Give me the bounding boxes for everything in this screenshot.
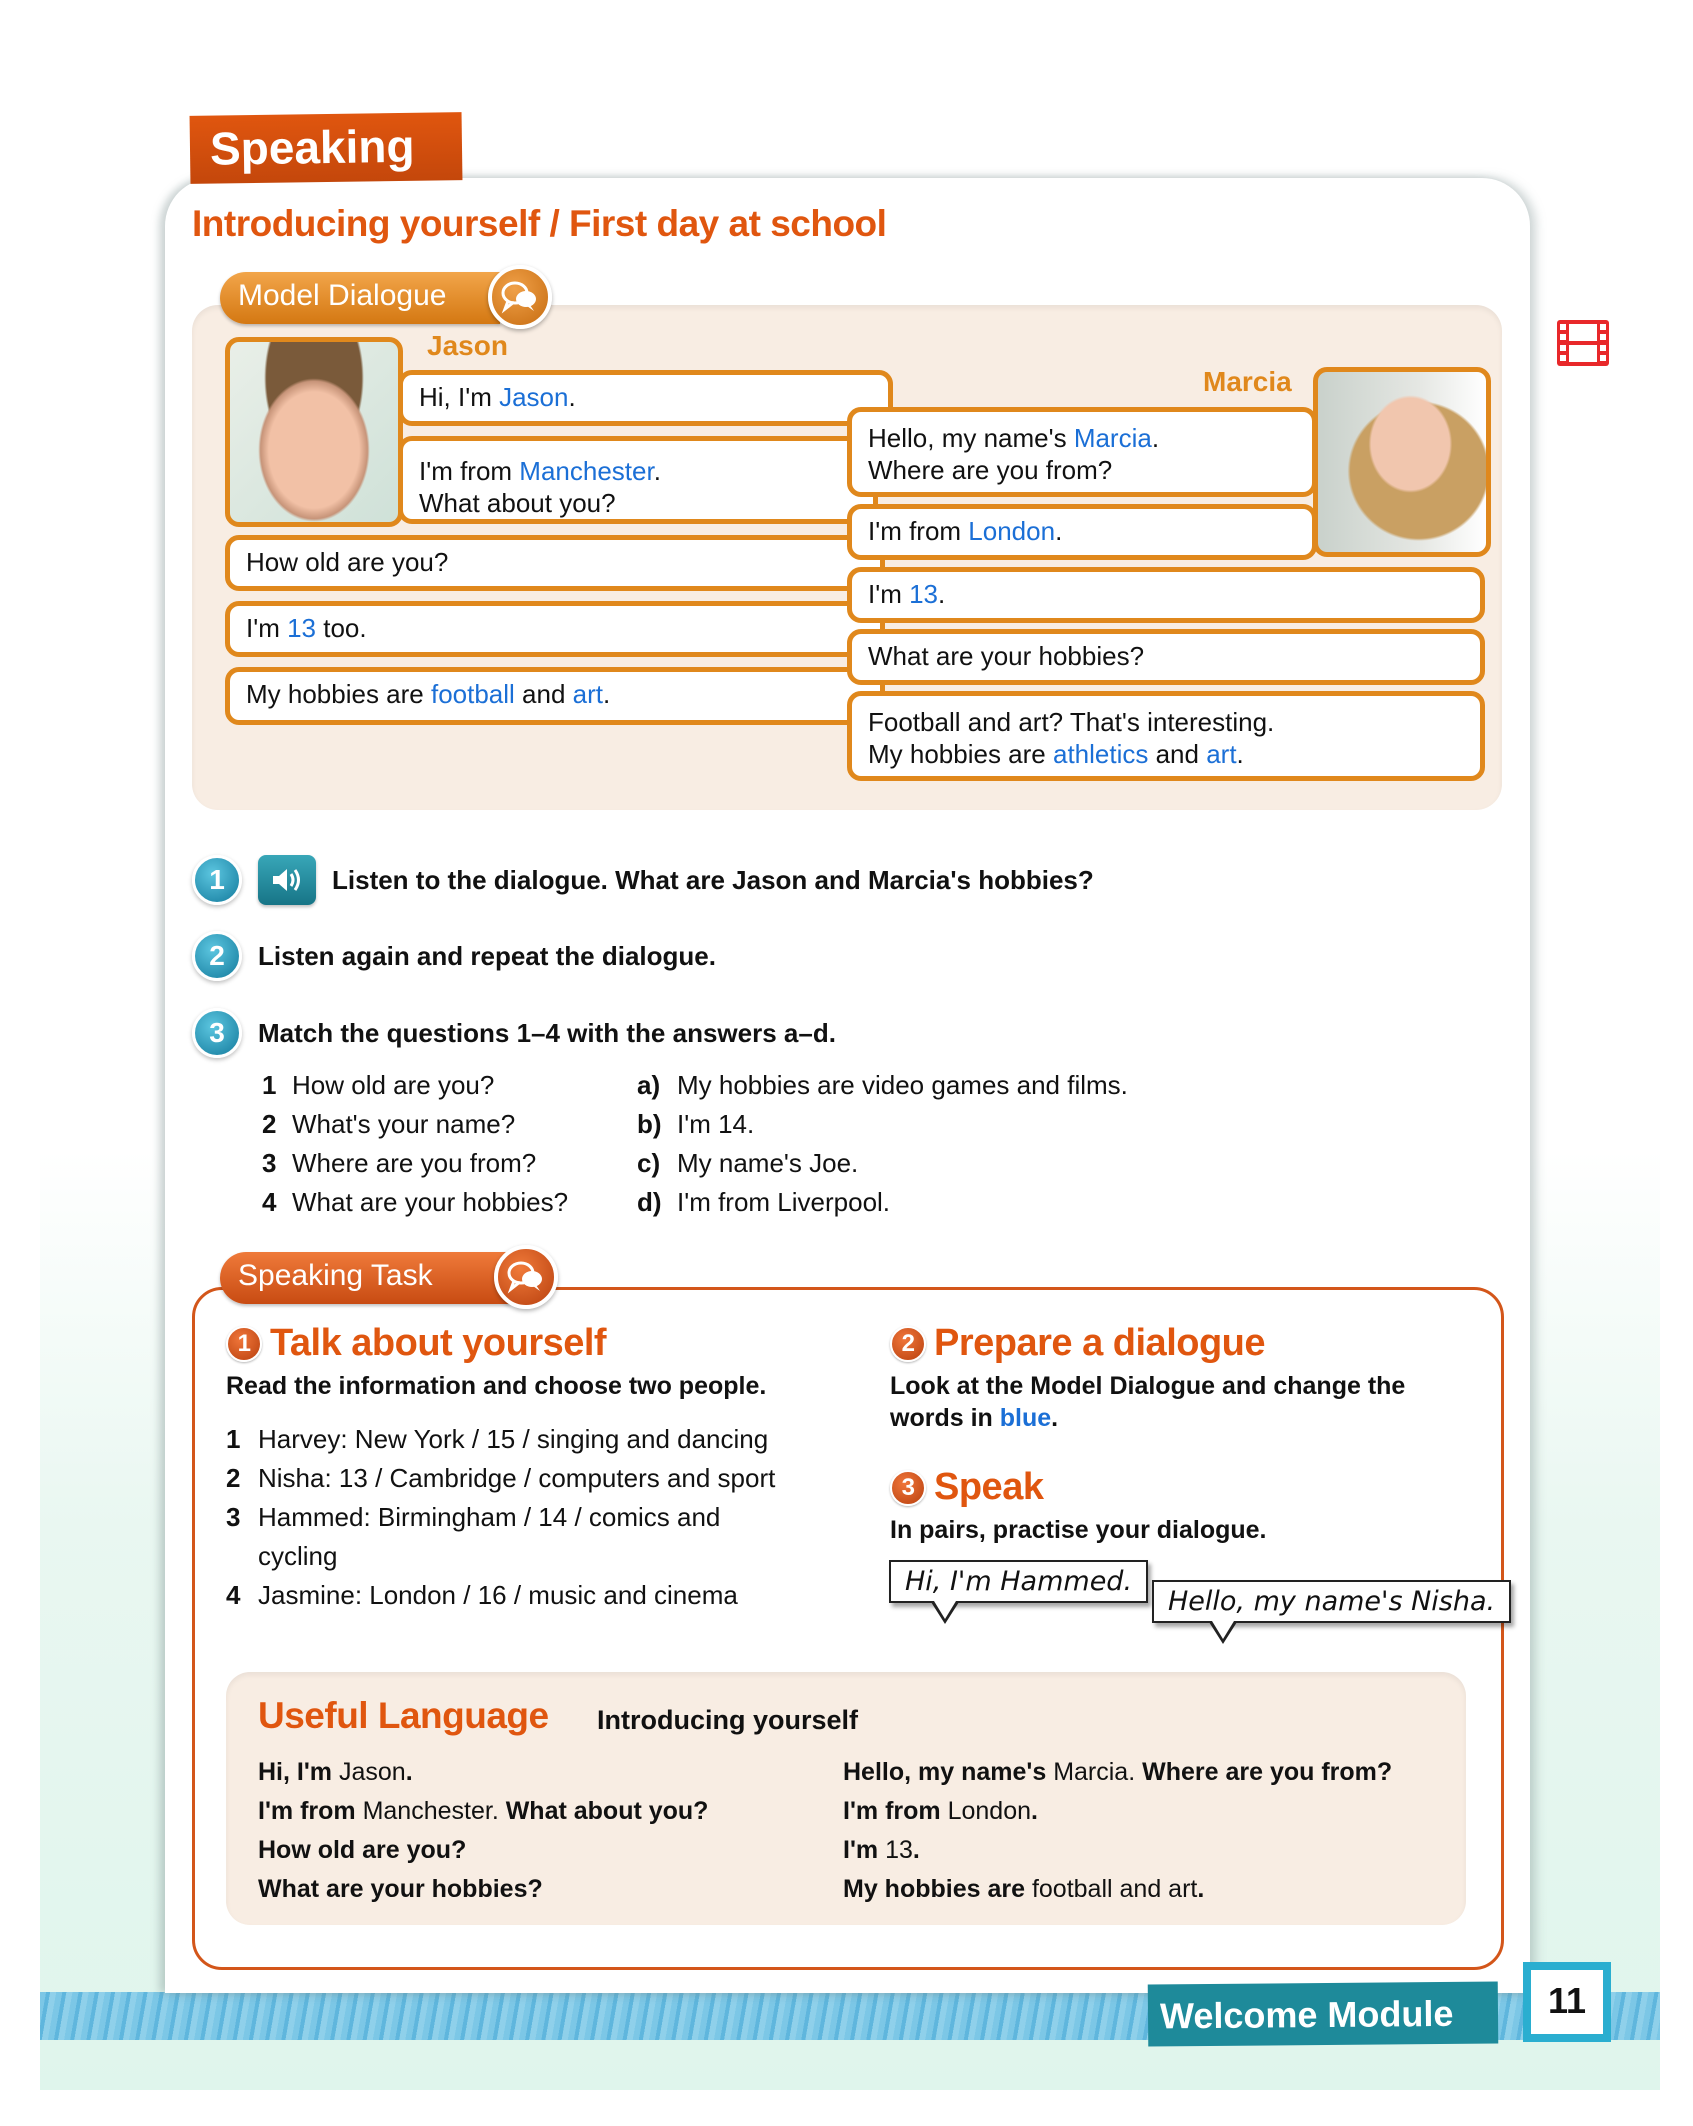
page-title: Introducing yourself / First day at school [192, 203, 887, 244]
dialogue-line-marcia: Hello, my name's Marcia. Where are you from? [847, 407, 1317, 497]
audio-speaker-icon [270, 866, 304, 894]
dialogue-line-jason: Hi, I'm Jason. [398, 370, 893, 426]
useful-language-right [843, 1753, 1392, 1909]
matching-question: 1 How old are you? [262, 1070, 495, 1100]
useful-language-title: Useful Language [258, 1695, 549, 1736]
speech-bubble: Hello, my name's Nisha. [1152, 1580, 1511, 1623]
useful-language-subtitle: Introducing yourself [597, 1705, 859, 1735]
module-label: Welcome Module [1148, 1981, 1499, 2046]
matching-answer: c) My name's Joe. [637, 1148, 859, 1178]
phrase: I'm from London. [843, 1797, 1038, 1825]
phrase: My hobbies are football and art. [843, 1875, 1205, 1903]
task-number-badge: 1 [226, 1326, 262, 1362]
exercise-text: Listen again and repeat the dialogue. [258, 940, 716, 971]
film-icon[interactable] [1557, 320, 1609, 366]
phrase: I'm 13. [843, 1836, 920, 1864]
phrase: I'm from Manchester. What about you? [258, 1797, 709, 1825]
exercise-number-badge: 2 [192, 931, 242, 981]
section-tab: Speaking [190, 112, 463, 184]
speech-bubble: Hi, I'm Hammed. [889, 1560, 1148, 1603]
exercise-number-badge: 1 [192, 855, 242, 905]
exercise-1 [192, 855, 1094, 905]
list-item: 1 Harvey: New York / 15 / singing and dancing [226, 1424, 769, 1454]
marcia-photo [1313, 367, 1491, 557]
task-instruction-3: In pairs, practise your dialogue. [890, 1516, 1267, 1544]
matching-answer: a) My hobbies are video games and films. [637, 1070, 1128, 1100]
task-number-badge: 2 [890, 1326, 926, 1362]
exercise-2 [192, 931, 716, 981]
phrase: Hi, I'm Jason. [258, 1758, 413, 1786]
matching-answers [637, 1066, 1128, 1222]
matching-questions [262, 1066, 568, 1222]
matching-question: 4 What are your hobbies? [262, 1187, 569, 1217]
speaking-task-tab: Speaking Task [220, 1252, 510, 1304]
matching-question: 3 Where are you from? [262, 1148, 537, 1178]
exercise-text: Listen to the dialogue. What are Jason and Marcia's hobbies? [332, 864, 1094, 895]
task-instruction-1: Read the information and choose two people. [226, 1372, 767, 1400]
exercise-3 [192, 1008, 836, 1058]
dialogue-line-jason: I'm from Manchester. What about you? [398, 436, 878, 524]
phrase: What are your hobbies? [258, 1875, 543, 1903]
list-item: 4 Jasmine: London / 16 / music and cinema [226, 1580, 738, 1610]
phrase: Hello, my name's Marcia. Where are you from? [843, 1758, 1393, 1786]
list-item: 2 Nisha: 13 / Cambridge / computers and sport [226, 1463, 776, 1493]
speech-bubbles-icon [488, 265, 552, 329]
task-number-badge: 3 [890, 1470, 926, 1506]
speaker-name-jason: Jason [427, 330, 508, 361]
dialogue-line-marcia: What are your hobbies? [847, 629, 1485, 685]
task-heading-3: 3 Speak [890, 1466, 1043, 1509]
useful-language-left [258, 1753, 708, 1909]
exercise-number-badge: 3 [192, 1008, 242, 1058]
people-list [226, 1420, 826, 1615]
dialogue-line-marcia: I'm from London. [847, 504, 1317, 560]
audio-play-button[interactable] [258, 855, 316, 905]
phrase: How old are you? [258, 1836, 467, 1864]
task-instruction-2: Look at the Model Dialogue and change the words in blue. [890, 1372, 1406, 1432]
list-item: 3 Hammed: Birmingham / 14 / comics and cycling [226, 1502, 721, 1571]
dialogue-line-marcia: I'm 13. [847, 567, 1485, 623]
dialogue-line-jason: How old are you? [225, 535, 885, 591]
dialogue-line-marcia: Football and art? That's interesting. My hobbies are athletics and art. [847, 691, 1485, 781]
exercise-text: Match the questions 1–4 with the answers a–d. [258, 1017, 836, 1048]
model-dialogue-tab: Model Dialogue [220, 272, 500, 324]
jason-photo [225, 337, 403, 527]
dialogue-line-jason: I'm 13 too. [225, 601, 885, 657]
speech-bubbles-icon [494, 1245, 558, 1309]
speaker-name-marcia: Marcia [1203, 366, 1292, 397]
matching-answer: b) I'm 14. [637, 1109, 755, 1139]
task-heading-1: 1 Talk about yourself [226, 1322, 606, 1365]
task-heading-2: 2 Prepare a dialogue [890, 1322, 1265, 1365]
matching-answer: d) I'm from Liverpool. [637, 1187, 891, 1217]
matching-question: 2 What's your name? [262, 1109, 516, 1139]
dialogue-line-jason: My hobbies are football and art. [225, 667, 885, 725]
page-number: 11 [1523, 1962, 1611, 2042]
